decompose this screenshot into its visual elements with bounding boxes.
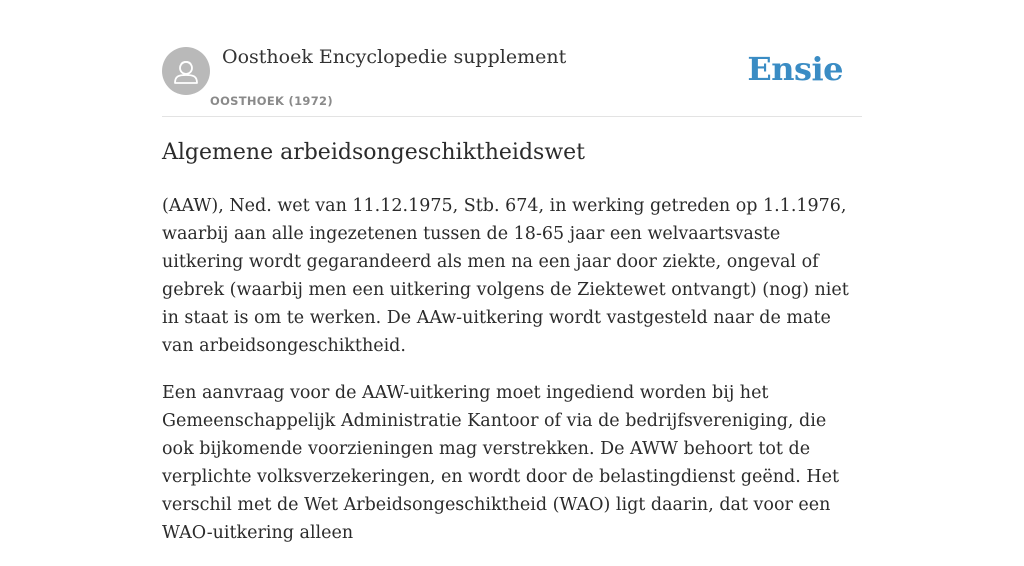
article-title: Algemene arbeidsongeschiktheidswet — [162, 140, 586, 165]
article-body — [162, 192, 862, 566]
source-header — [162, 0, 862, 117]
source-title[interactable]: Oosthoek Encyclopedie supplement — [222, 46, 567, 68]
brand-logo[interactable]: Ensie — [747, 50, 843, 88]
user-icon — [162, 47, 210, 95]
article-paragraph: Een aanvraag voor de AAW-uitkering moet ingediend worden bij het Gemeenschappelijk Administratie Kantoor of via de bedrijfsvereniging, die ook bijkomende voorzieningen mag verstrekken. De AWW behoort tot de verplichte volksverzekeringen, en wordt door de belastingdienst geënd. Het verschil met de Wet Arbeidsongeschiktheid (WAO) ligt daarin, dat voor een WAO-uitkering alleen — [162, 383, 839, 543]
page — [162, 0, 862, 543]
article-paragraph: (AAW), Ned. wet van 11.12.1975, Stb. 674, in werking getreden op 1.1.1976, waarbij aan alle ingezetenen tussen de 18-65 jaar een welvaartsvaste uitkering wordt gegarandeerd als men na een jaar door ziekte, ongeval of gebrek (waarbij men een uitkering volgens de Ziektewet ontvangt) (nog) niet in staat is om te werken. De AAw-uitkering wordt vastgesteld naar de mate van arbeidsongeschiktheid. — [162, 196, 849, 356]
source-subtitle: OOSTHOEK (1972) — [210, 94, 333, 108]
avatar[interactable] — [162, 47, 210, 95]
